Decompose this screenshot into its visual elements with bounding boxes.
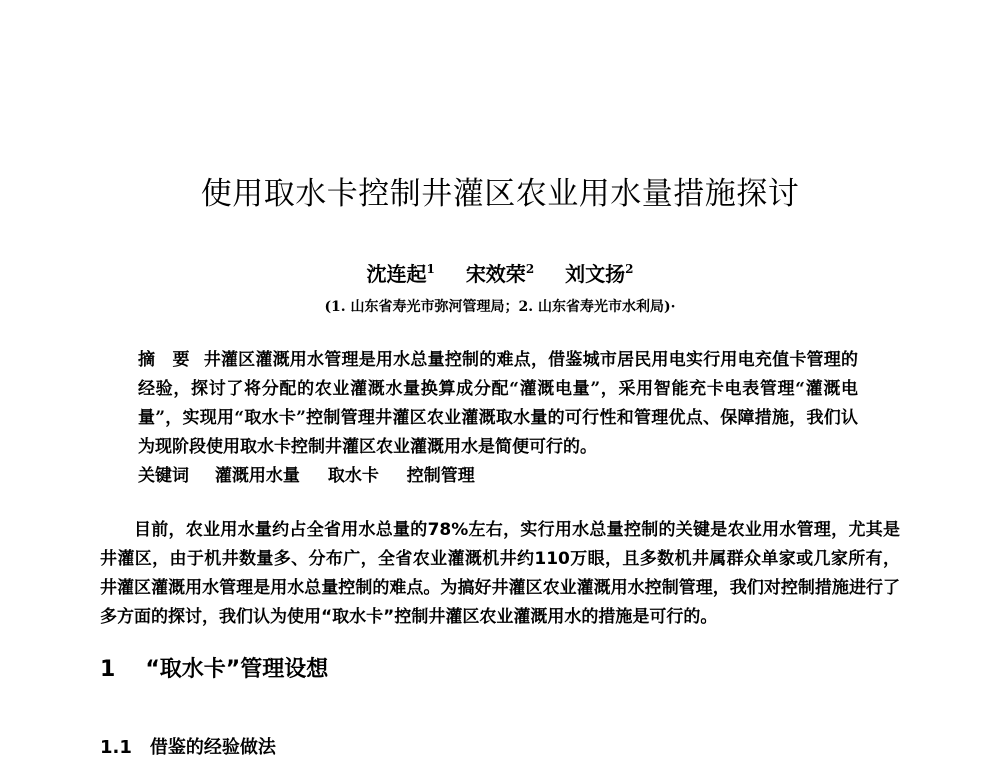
- author-name: 沈连起: [366, 262, 427, 286]
- intro-paragraph: 目前，农业用水量约占全省用水总量的78%左右，实行用水总量控制的关键是农业用水管理，尤其是井灌区，由于机井数量多、分布广，全省农业灌溉机井约110万眼，且多数机井属群众单家或几家所有，井灌区灌溉用水管理是用水总量控制的难点。为搞好井灌区农业灌溉用水控制管理，我们对控制措施进行了多方面的探讨，我们认为使用“取水卡”控制井灌区农业灌溉用水的措施是可行的。: [100, 520, 900, 627]
- keyword: 灌溉用水量: [214, 466, 300, 486]
- author: [565, 262, 633, 286]
- author-list: [0, 258, 1000, 287]
- author-name: 宋效荣: [465, 262, 526, 286]
- keywords: [138, 462, 858, 491]
- section-number: 1: [100, 657, 116, 682]
- subsection-title: 借鉴的经验做法: [149, 737, 276, 758]
- section-title: “取水卡”管理设想: [145, 657, 329, 682]
- author: [366, 262, 434, 286]
- author: [466, 262, 534, 286]
- paper-title: 使用取水卡控制井灌区农业用水量措施探讨: [200, 176, 800, 212]
- subsection-heading: [100, 733, 276, 759]
- abstract-text: 井灌区灌溉用水管理是用水总量控制的难点，借鉴城市居民用电实行用电充值卡管理的经验，探讨了将分配的农业灌溉水量换算成分配“灌溉电量”，采用智能充卡电表管理“灌溉电量”，实现用“取水卡”控制管理井灌区农业灌溉取水量的可行性和管理优点、保障措施，我们认为现阶段使用取水卡控制井灌区农业灌溉用水是简便可行的。: [138, 350, 859, 457]
- keyword: 控制管理: [406, 466, 475, 486]
- abstract: [138, 346, 858, 462]
- keywords-label: 关键词: [138, 466, 189, 486]
- keyword: 取水卡: [327, 466, 379, 486]
- author-affiliation-mark: 2: [525, 262, 535, 276]
- abstract-label: 摘 要: [138, 350, 190, 370]
- author-name: 刘文扬: [565, 262, 626, 286]
- subsection-number: 1.1: [100, 737, 132, 758]
- affiliation-line: (1. 山东省寿光市弥河管理局；2. 山东省寿光市水利局)·: [324, 299, 676, 315]
- author-affiliation-mark: 1: [426, 262, 435, 276]
- author-affiliation-mark: 2: [625, 262, 634, 276]
- section-heading: [100, 652, 328, 683]
